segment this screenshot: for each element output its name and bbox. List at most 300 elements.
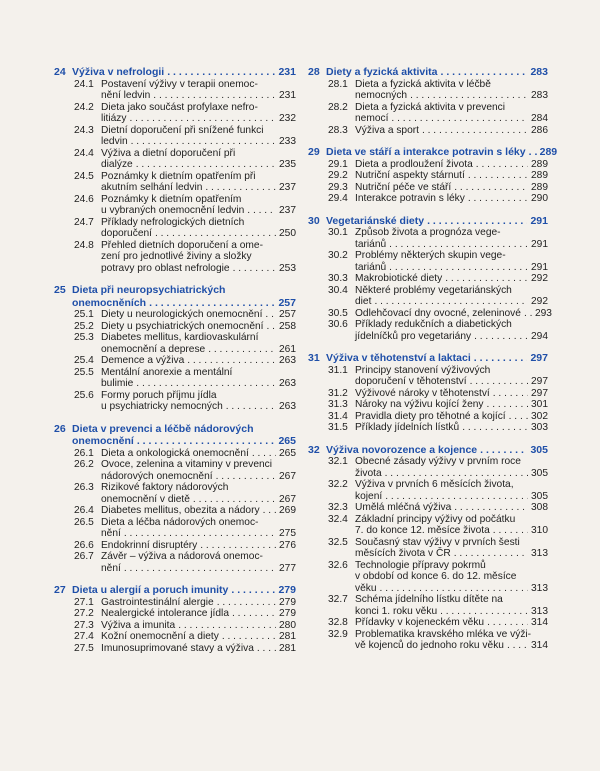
dot-leader xyxy=(149,297,275,310)
entry-line xyxy=(355,468,548,480)
entry-body xyxy=(101,597,296,609)
dot-leader xyxy=(153,90,276,102)
entry-body xyxy=(355,170,548,182)
entry-number: 32.5 xyxy=(328,536,348,548)
entry-text: Gastrointestinální alergie xyxy=(101,596,214,608)
entry-line xyxy=(101,136,296,148)
chapter-title-block xyxy=(72,66,296,79)
entry-body xyxy=(101,608,296,620)
dot-leader xyxy=(129,113,276,125)
toc-entry-26.5[interactable] xyxy=(74,517,296,540)
entry-number: 30.4 xyxy=(328,284,348,296)
entry-text: Dieta a prodloužení života xyxy=(355,158,473,170)
entry-line xyxy=(355,319,548,331)
entry-text: Demence a výživa xyxy=(101,355,185,366)
entry-page-number: 302 xyxy=(531,410,548,422)
toc-entry-30.5[interactable] xyxy=(328,307,552,320)
entry-line xyxy=(355,629,548,641)
chapter-page-number: 305 xyxy=(530,443,548,456)
entry-body xyxy=(101,148,296,171)
entry-line xyxy=(355,422,548,434)
entry-text: Imunosuprimované stavy a výživa xyxy=(101,642,254,654)
entry-page-number: 289 xyxy=(531,170,548,181)
toc-entry-29.3[interactable] xyxy=(328,182,548,194)
entry-text: Výživa a dietní doporučení při xyxy=(101,147,236,159)
chapter-heading[interactable] xyxy=(54,423,296,448)
chapter-title-block xyxy=(326,444,548,457)
entry-body xyxy=(355,388,548,400)
dot-leader xyxy=(385,491,528,503)
toc-entry-28.2[interactable] xyxy=(328,102,548,125)
entry-number: 28.2 xyxy=(328,101,348,113)
toc-entry-28.1[interactable] xyxy=(328,79,548,102)
entry-page-number: 276 xyxy=(279,539,296,551)
entry-body xyxy=(355,365,548,388)
entry-body xyxy=(355,193,548,205)
chapter-title-text: onemocněních xyxy=(72,296,147,309)
dot-leader xyxy=(440,66,527,79)
toc-entry-32.3[interactable] xyxy=(328,502,548,514)
toc-entry-32.1[interactable] xyxy=(328,456,548,479)
entry-line xyxy=(355,182,548,194)
dot-leader xyxy=(509,411,528,423)
toc-entry-30.1[interactable] xyxy=(328,227,548,250)
entry-number: 31.5 xyxy=(328,422,348,433)
entry-page-number: 269 xyxy=(279,505,296,516)
dot-leader xyxy=(263,505,276,517)
dot-leader xyxy=(474,331,528,343)
entry-text: tariánů xyxy=(355,238,387,250)
chapter-title-text: Výživa novorozence a kojence xyxy=(326,443,478,456)
chapter-number: 24 xyxy=(54,66,66,78)
entry-body xyxy=(355,182,548,194)
entry-text: Endokrinní disruptéry xyxy=(101,539,198,551)
toc-entry-26.1[interactable] xyxy=(74,448,296,460)
entry-number: 27.3 xyxy=(74,619,94,631)
entry-number: 25.6 xyxy=(74,389,94,401)
entry-line xyxy=(355,583,548,595)
chapter-title-text: Výživa v těhotenství a laktaci xyxy=(326,352,471,364)
entry-text: Závěr – výživa a nádorová onemoc- xyxy=(101,551,263,562)
toc-entry-29.4[interactable] xyxy=(328,193,548,205)
toc-entry-32.2[interactable] xyxy=(328,479,548,502)
entry-page-number: 235 xyxy=(279,159,296,170)
entry-text: Makrobiotické diety xyxy=(355,273,443,284)
entry-text: ledvin xyxy=(101,136,128,147)
entry-body xyxy=(355,537,548,560)
entry-number: 32.7 xyxy=(328,594,348,605)
entry-body xyxy=(355,159,548,171)
toc-entry-24.3[interactable] xyxy=(74,125,296,148)
entry-page-number: 281 xyxy=(279,642,296,654)
chapter-title-line xyxy=(326,146,558,159)
entry-body xyxy=(101,309,296,321)
entry-body xyxy=(101,482,296,505)
entry-line xyxy=(355,365,548,377)
dot-leader xyxy=(480,444,527,457)
chapter-heading[interactable] xyxy=(308,352,548,365)
chapter-heading[interactable] xyxy=(308,146,558,159)
entry-page-number: 303 xyxy=(531,422,548,433)
dot-leader xyxy=(454,548,528,560)
entry-page-number: 232 xyxy=(279,113,296,124)
chapter-page-number: 289 xyxy=(539,146,558,158)
entry-number: 29.3 xyxy=(328,181,348,193)
entry-text: dialýze xyxy=(101,159,133,170)
chapter-number: 31 xyxy=(308,352,320,364)
entry-body xyxy=(101,355,296,367)
entry-line xyxy=(101,528,296,540)
entry-line xyxy=(101,344,296,356)
dot-leader xyxy=(216,471,276,483)
toc-entry-32.7[interactable] xyxy=(328,594,548,617)
chapter-page-number: 265 xyxy=(278,435,296,447)
entry-page-number: 313 xyxy=(531,548,548,559)
entry-page-number: 267 xyxy=(279,493,296,505)
entry-number: 29.1 xyxy=(328,158,348,170)
entry-page-number: 297 xyxy=(531,387,548,399)
entry-line xyxy=(101,228,296,240)
entry-text: Obecné zásady výživy v prvním roce xyxy=(355,456,521,467)
chapter-title-block xyxy=(326,215,548,228)
entry-page-number: 284 xyxy=(531,113,548,124)
chapter-27 xyxy=(54,584,296,654)
entry-number: 25.1 xyxy=(74,309,94,320)
entry-body xyxy=(355,514,548,537)
chapter-heading[interactable] xyxy=(308,444,548,457)
dot-leader xyxy=(233,263,276,275)
entry-number: 27.1 xyxy=(74,596,94,608)
entry-line xyxy=(101,321,296,333)
entry-number: 24.4 xyxy=(74,147,94,159)
entry-text: Diabetes mellitus, kardiovaskulární xyxy=(101,332,259,343)
chapter-title-block xyxy=(326,146,558,159)
entry-line xyxy=(101,597,296,609)
chapter-title-text: Dieta v prevenci a léčbě nádorových xyxy=(72,422,254,435)
entry-text: nádorových onemocnění xyxy=(101,470,213,482)
entry-number: 26.4 xyxy=(74,505,94,516)
entry-number: 32.1 xyxy=(328,456,348,467)
chapter-number: 29 xyxy=(308,146,320,158)
entry-text: Některé problémy vegetariánských xyxy=(355,284,512,296)
entry-page-number: 263 xyxy=(279,378,296,389)
entry-number: 25.5 xyxy=(74,366,94,378)
entry-page-number: 290 xyxy=(531,193,548,204)
entry-text: Výživa a imunita xyxy=(101,619,176,631)
dot-leader xyxy=(167,66,275,79)
chapter-title-text: Dieta při neuropsychiatrických xyxy=(72,284,226,296)
toc-entry-27.5[interactable] xyxy=(74,643,296,655)
toc-entry-26.4[interactable] xyxy=(74,505,296,517)
entry-text: věku xyxy=(355,582,377,594)
toc-entry-31.2[interactable] xyxy=(328,388,548,400)
entry-line xyxy=(355,90,548,102)
entry-page-number: 231 xyxy=(279,90,296,101)
chapter-title-block xyxy=(72,284,296,309)
entry-line xyxy=(355,411,548,423)
toc-entry-25.6[interactable] xyxy=(74,390,296,413)
toc-entry-25.5[interactable] xyxy=(74,367,296,390)
entry-line xyxy=(355,125,548,137)
dot-leader xyxy=(493,525,528,537)
entry-line xyxy=(101,471,296,483)
chapter-title-text: Výživa v nefrologii xyxy=(72,66,165,78)
toc-entry-32.9[interactable] xyxy=(328,629,548,652)
entry-line xyxy=(355,170,548,182)
entry-line xyxy=(355,399,548,411)
entry-number: 31.4 xyxy=(328,410,348,422)
toc-entry-25.2[interactable] xyxy=(74,321,296,333)
chapter-page-number: 283 xyxy=(530,66,548,78)
entry-text: Nutriční aspekty stárnutí xyxy=(355,170,465,181)
chapter-heading[interactable] xyxy=(308,66,548,79)
toc-entry-26.3[interactable] xyxy=(74,482,296,505)
entry-page-number: 237 xyxy=(279,182,296,193)
chapter-heading[interactable] xyxy=(54,66,296,79)
dot-leader xyxy=(468,193,528,205)
dot-leader xyxy=(529,146,537,159)
entry-text: u vybraných onemocnění ledvin xyxy=(101,205,245,216)
entry-line xyxy=(101,251,296,263)
entry-body xyxy=(355,399,548,411)
entry-page-number: 314 xyxy=(531,617,548,628)
entry-line xyxy=(101,551,296,563)
toc-entry-25.1[interactable] xyxy=(74,309,296,321)
entry-text: 7. do konce 12. měsíce života xyxy=(355,525,490,536)
entry-text: Dietní doporučení při snížené funkci xyxy=(101,124,264,136)
entry-body xyxy=(101,79,296,102)
toc-entry-29.2[interactable] xyxy=(328,170,548,182)
entry-text: nemocných xyxy=(355,90,408,101)
toc-entry-26.7[interactable] xyxy=(74,551,296,574)
entry-line xyxy=(355,307,552,320)
dot-leader xyxy=(468,170,528,182)
entry-text: Dieta jako součást profylaxe nefro- xyxy=(101,101,258,113)
dot-leader xyxy=(507,640,528,652)
entry-body xyxy=(101,321,296,333)
entry-number: 26.7 xyxy=(74,551,94,562)
entry-page-number: 263 xyxy=(279,401,296,412)
chapter-heading[interactable] xyxy=(308,215,548,228)
toc-entry-31.3[interactable] xyxy=(328,399,548,411)
entry-page-number: 314 xyxy=(531,640,548,651)
entry-line xyxy=(101,494,296,506)
entry-page-number: 281 xyxy=(279,631,296,642)
entry-text: Výživové nároky v těhotenství xyxy=(355,387,490,399)
entry-body xyxy=(101,459,296,482)
entry-line xyxy=(101,620,296,632)
toc-entry-26.6[interactable] xyxy=(74,540,296,552)
entry-text: Dieta a fyzická aktivita v léčbě xyxy=(355,78,491,90)
entry-text: Mentální anorexie a mentální xyxy=(101,366,233,378)
toc-entry-31.1[interactable] xyxy=(328,365,548,388)
entry-body xyxy=(355,102,548,125)
entry-line xyxy=(355,617,548,629)
entry-line xyxy=(101,240,296,252)
dot-leader xyxy=(231,584,275,597)
entry-text: Odlehčovací dny ovocné, zeleninové xyxy=(355,307,521,319)
dot-leader xyxy=(487,399,528,411)
entry-body xyxy=(101,332,296,355)
entry-text: Poznámky k dietním opatřením xyxy=(101,193,242,205)
chapter-title-line xyxy=(72,297,296,310)
entry-text: života xyxy=(355,467,382,479)
entry-text: Diety u psychiatrických onemocnění xyxy=(101,320,264,332)
toc-entry-31.4[interactable] xyxy=(328,411,548,423)
entry-body xyxy=(101,240,296,275)
chapter-29 xyxy=(308,146,558,205)
entry-body xyxy=(355,227,548,250)
entry-number: 24.7 xyxy=(74,216,94,228)
entry-body xyxy=(101,540,296,552)
dot-leader xyxy=(422,125,528,137)
chapter-title-block xyxy=(72,423,296,448)
toc-entry-28.3[interactable] xyxy=(328,125,548,137)
chapter-heading[interactable] xyxy=(54,584,296,597)
chapter-title-line xyxy=(326,444,548,457)
entry-text: v období od konce 6. do 12. měsíce xyxy=(355,571,517,582)
entry-line xyxy=(355,250,548,262)
entry-line xyxy=(101,217,296,229)
entry-number: 24.3 xyxy=(74,124,94,136)
toc-entry-24.4[interactable] xyxy=(74,148,296,171)
dot-leader xyxy=(200,540,276,552)
entry-text: Způsob života a prognóza vege- xyxy=(355,227,501,238)
toc-entry-27.4[interactable] xyxy=(74,631,296,643)
dot-leader xyxy=(208,344,276,356)
entry-line xyxy=(355,113,548,125)
chapter-26 xyxy=(54,423,296,575)
entry-number: 32.9 xyxy=(328,628,348,640)
entry-body xyxy=(355,560,548,595)
entry-page-number: 275 xyxy=(279,528,296,539)
entry-text: onemocnění v dietě xyxy=(101,493,190,505)
toc-entry-24.6[interactable] xyxy=(74,194,296,217)
entry-body xyxy=(355,250,548,273)
entry-text: Příklady nefrologických dietních xyxy=(101,216,245,228)
dot-leader xyxy=(252,448,276,460)
entry-text: Formy poruch příjmu jídla xyxy=(101,389,217,401)
chapter-title-text: onemocnění xyxy=(72,435,134,447)
entry-line xyxy=(101,631,296,643)
entry-line xyxy=(355,514,548,526)
toc-entry-27.2[interactable] xyxy=(74,608,296,620)
chapter-title-text: Diety a fyzická aktivita xyxy=(326,66,438,78)
toc-entry-24.1[interactable] xyxy=(74,79,296,102)
toc-entry-30.4[interactable] xyxy=(328,285,548,308)
dot-leader xyxy=(247,205,276,217)
entry-number: 30.5 xyxy=(328,307,348,319)
toc-entry-25.4[interactable] xyxy=(74,355,296,367)
entry-text: Schéma jídelního lístku dítěte na xyxy=(355,594,503,605)
entry-line xyxy=(355,640,548,652)
entry-line xyxy=(355,525,548,537)
entry-body xyxy=(101,171,296,194)
entry-number: 25.2 xyxy=(74,320,94,332)
toc-entry-32.5[interactable] xyxy=(328,537,548,560)
toc-entry-32.6[interactable] xyxy=(328,560,548,595)
dot-leader xyxy=(187,355,276,367)
entry-line xyxy=(101,309,296,321)
entry-text: zení pro jednotlivé živiny a složky xyxy=(101,251,252,262)
entry-number: 31.3 xyxy=(328,399,348,410)
entry-text: Kožní onemocnění a diety xyxy=(101,631,219,642)
dot-leader xyxy=(137,435,276,448)
entry-line xyxy=(355,548,548,560)
entry-body xyxy=(355,411,548,423)
dot-leader xyxy=(380,583,528,595)
entry-text: Výživa v prvních 6 měsících života, xyxy=(355,479,514,490)
entry-line xyxy=(101,332,296,344)
toc-entry-27.1[interactable] xyxy=(74,597,296,609)
entry-body xyxy=(355,79,548,102)
entry-line xyxy=(101,90,296,102)
toc-entry-24.7[interactable] xyxy=(74,217,296,240)
chapter-title-text: Vegetariánské diety xyxy=(326,214,425,227)
toc-entry-27.3[interactable] xyxy=(74,620,296,632)
chapter-title-block xyxy=(326,66,548,79)
chapter-title-line xyxy=(326,352,548,365)
chapter-title-block xyxy=(72,584,296,597)
dot-leader xyxy=(391,113,528,125)
entry-body xyxy=(101,643,296,655)
toc-entry-26.2[interactable] xyxy=(74,459,296,482)
entry-text: Principy stanovení výživových xyxy=(355,364,491,376)
entry-text: jídelníčků pro vegetariány xyxy=(355,330,472,342)
entry-page-number: 301 xyxy=(531,399,548,410)
toc-entry-30.6[interactable] xyxy=(328,319,548,342)
chapter-30 xyxy=(308,214,552,343)
entry-text: nění ledvin xyxy=(101,90,151,101)
toc-entry-25.3[interactable] xyxy=(74,332,296,355)
entry-text: doporučení v těhotenství xyxy=(355,376,467,387)
entry-page-number: 313 xyxy=(531,582,548,594)
entry-number: 30.3 xyxy=(328,273,348,284)
entry-body xyxy=(355,502,548,514)
toc-entry-24.5[interactable] xyxy=(74,171,296,194)
entry-page-number: 277 xyxy=(279,562,296,574)
toc-entry-24.2[interactable] xyxy=(74,102,296,125)
dot-leader xyxy=(410,90,528,102)
entry-line xyxy=(101,608,296,620)
dot-leader xyxy=(440,606,528,618)
toc-entry-24.8[interactable] xyxy=(74,240,296,275)
dot-leader xyxy=(205,182,276,194)
entry-page-number: 263 xyxy=(279,355,296,366)
entry-page-number: 308 xyxy=(531,502,548,513)
entry-page-number: 293 xyxy=(534,307,552,319)
toc-entry-32.4[interactable] xyxy=(328,514,548,537)
entry-body xyxy=(355,319,548,342)
entry-line xyxy=(355,456,548,468)
entry-page-number: 313 xyxy=(531,605,548,617)
entry-body xyxy=(101,551,296,574)
toc-entry-31.5[interactable] xyxy=(328,422,548,434)
toc-entry-32.8[interactable] xyxy=(328,617,548,629)
entry-line xyxy=(355,102,548,114)
chapter-31 xyxy=(308,352,548,434)
toc-entry-29.1[interactable] xyxy=(328,159,548,171)
entry-page-number: 258 xyxy=(279,320,296,332)
dot-leader xyxy=(445,273,528,285)
toc-entry-30.3[interactable] xyxy=(328,273,548,285)
entry-line xyxy=(355,285,548,297)
toc-entry-30.2[interactable] xyxy=(328,250,548,273)
entry-page-number: 289 xyxy=(531,158,548,170)
entry-line xyxy=(355,262,548,274)
entry-line xyxy=(355,239,548,251)
chapter-heading[interactable] xyxy=(54,284,296,309)
